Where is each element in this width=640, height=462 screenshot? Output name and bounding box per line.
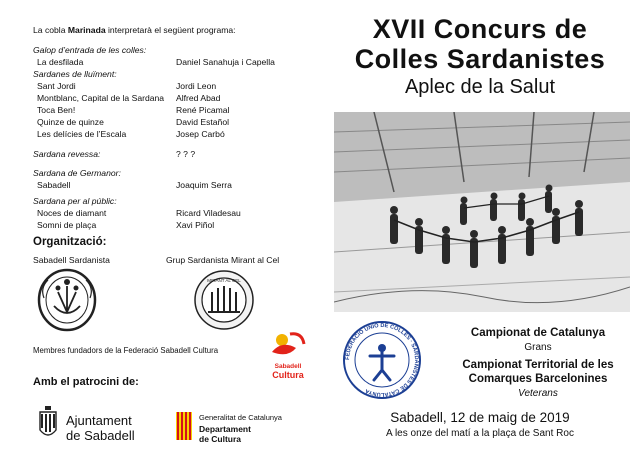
federacio-logo-text: FEDERACIÓ UNIÓ DE COLLES · SARDANISTES DE CATALUNYA (344, 322, 420, 398)
sabadell-cultura-mark (266, 330, 310, 360)
sabadell-cultura-line2: Cultura (272, 370, 304, 380)
gencat-line2: Departament (199, 424, 251, 434)
title-line1: XVII Concurs de (372, 14, 588, 44)
federacio-colles-logo (340, 318, 424, 402)
section-title-galop: Galop d’entrada de les colles: (33, 45, 147, 55)
composer-name: Daniel Sanahuja i Capella (176, 57, 275, 67)
section-title-lluiment: Sardanes de lluïment: (33, 69, 117, 79)
dancers-photo (334, 112, 630, 312)
event-date: Sabadell, 12 de maig de 2019 (390, 410, 570, 425)
ajuntament-line2: de Sabadell (66, 428, 135, 443)
composer-name: Josep Carbó (176, 129, 225, 139)
subtitle: Aplec de la Salut (404, 76, 556, 98)
program-intro (33, 25, 236, 35)
piece-name: Sabadell (37, 180, 71, 190)
title-line2: Colles Sardanistes (354, 44, 606, 74)
ajuntament-line1: Ajuntament (66, 413, 132, 428)
membres-fundadors: Membres fundadors de la Federació Sabadell Cultura (33, 346, 219, 355)
org-mirant-al-cel: Grup Sardanista Mirant al Cel (166, 255, 280, 265)
composer-name: Joaquim Serra (176, 180, 232, 190)
composer-name: David Estañol (176, 117, 230, 127)
piece-name: Noces de diamant (37, 208, 107, 218)
gencat-line3: de Cultura (199, 434, 242, 444)
campionat-territorial-line2: Comarques Barcelonines (468, 373, 608, 385)
ajuntament-shield-icon (38, 406, 58, 442)
piece-name: Toca Ben! (37, 105, 76, 115)
composer-name: Alfred Abad (176, 93, 221, 103)
piece-name: Quinze de quinze (37, 117, 104, 127)
org-sabadell-sardanista: Sabadell Sardanista (33, 255, 110, 265)
composer-name: René Picamal (176, 105, 230, 115)
piece-name: Sant Jordi (37, 81, 76, 91)
sabadell-sardanista-logo (36, 268, 98, 332)
mirant-logo-text: MIRANT AL CEL (207, 278, 241, 283)
campionat-catalunya: Campionat de Catalunya (470, 327, 606, 339)
composer-name: Xavi Piñol (176, 220, 215, 230)
intro-post: interpretarà el següent programa: (105, 25, 236, 35)
composer-name: Jordi Leon (176, 81, 217, 91)
patrocini-heading: Amb el patrocini de: (33, 376, 139, 388)
organitzacio-heading: Organització: (33, 236, 107, 248)
section-title-germanor: Sardana de Germanor: (33, 168, 121, 178)
sabadell-cultura-line1: Sabadell (274, 363, 302, 370)
dancers-sketch (334, 112, 630, 312)
campionat-catalunya-grans: Grans (524, 342, 552, 353)
program-panel (0, 0, 318, 462)
campionat-territorial-line1: Campionat Territorial de les (462, 359, 614, 371)
intro-pre: La cobla (33, 25, 68, 35)
piece-name: Somni de plaça (37, 220, 97, 230)
composer-name: Ricard Viladesau (176, 208, 241, 218)
cover-panel (320, 0, 640, 462)
piece-name: Montblanc, Capital de la Sardana (37, 93, 165, 103)
section-title-revessa: Sardana revessa: (33, 149, 101, 159)
gencat-line1: Generalitat de Catalunya (199, 413, 282, 422)
event-place: A les onze del matí a la plaça de Sant Roc (386, 428, 574, 439)
piece-name: La desfilada (37, 57, 84, 67)
campionat-territorial-veterans: Veterans (518, 388, 558, 399)
piece-name: Les delícies de l’Escala (37, 129, 127, 139)
generalitat-senyera-icon (176, 412, 192, 440)
sabadell-cultura-logo (266, 330, 310, 380)
section-title-public: Sardana per al públic: (33, 196, 117, 206)
composer-name: ? ? ? (176, 149, 196, 159)
mirant-al-cel-logo (192, 268, 256, 332)
band-name: Marinada (67, 25, 106, 35)
